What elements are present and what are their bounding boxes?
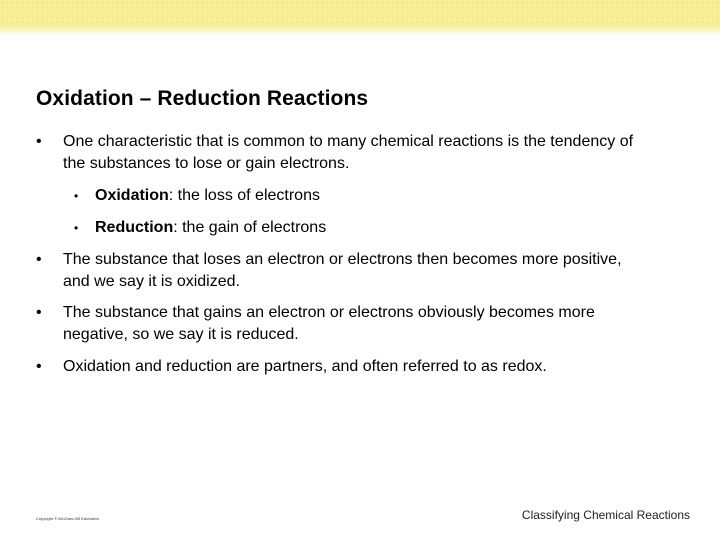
sub-bullet-item	[74, 185, 320, 207]
bullet-item	[36, 356, 646, 378]
definition-oxidation: : the loss of electrons	[168, 187, 320, 204]
bullet-text: The substance that gains an electron or electrons obviously becomes more negative, so we say it is reduced.	[63, 304, 595, 343]
sub-bullet-item	[74, 217, 326, 239]
top-decorative-band	[0, 0, 720, 36]
bullet-text: Oxidation and reduction are partners, and often referred to as redox.	[63, 358, 547, 375]
term-oxidation: Oxidation	[95, 187, 169, 204]
bullet-marker: •	[36, 358, 42, 375]
bullet-text: One characteristic that is common to many chemical reactions is the tendency of the substances to lose or gain electrons.	[63, 133, 634, 172]
copyright-notice: Copyright © McGraw-Hill Education	[36, 516, 99, 521]
term-reduction: Reduction	[95, 219, 174, 236]
sub-bullet-marker: •	[74, 221, 79, 235]
slide-title: Oxidation – Reduction Reactions	[36, 87, 369, 110]
sub-bullet-marker: •	[74, 189, 79, 203]
bullet-marker: •	[36, 304, 42, 321]
bullet-marker: •	[36, 133, 42, 150]
bullet-marker: •	[36, 251, 42, 268]
footer-title: Classifying Chemical Reactions	[521, 508, 690, 522]
bullet-item	[36, 302, 646, 346]
bullet-item	[36, 131, 646, 175]
bullet-text: The substance that loses an electron or electrons then becomes more positive, and we say it is oxidized.	[63, 251, 622, 290]
definition-reduction: : the gain of electrons	[173, 219, 327, 236]
bullet-item	[36, 249, 646, 293]
